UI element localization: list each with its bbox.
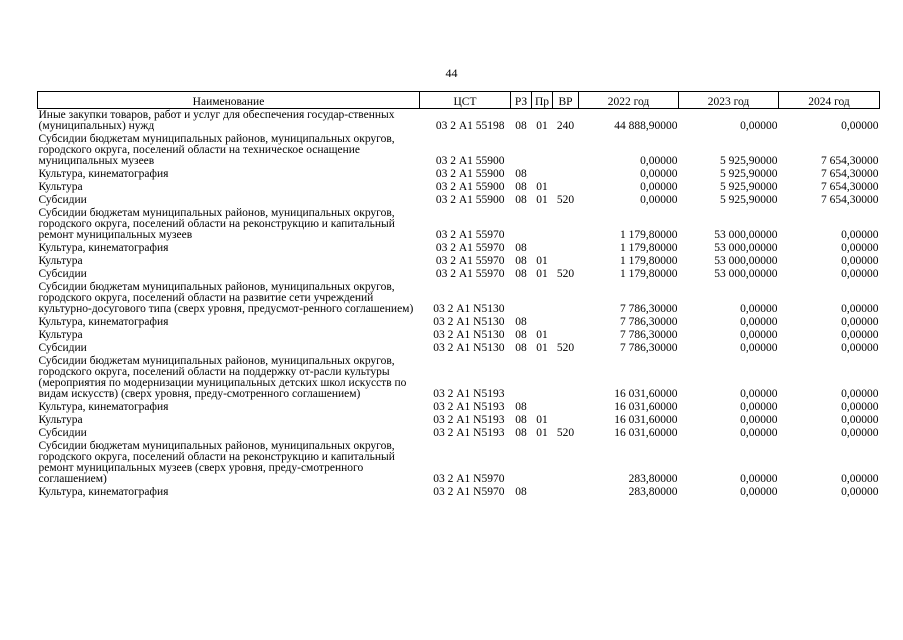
cell-cst: 03 2 А1 55970 bbox=[435, 268, 505, 280]
cell-year-2024: 0,00000 bbox=[841, 255, 879, 267]
cell-cst: 03 2 А1 N5970 bbox=[433, 473, 505, 485]
cell-name: Культура, кинематография bbox=[38, 242, 169, 254]
cell-cst: 03 2 А1 55900 bbox=[435, 168, 505, 180]
table-row bbox=[38, 109, 880, 134]
cell-year-2022: 283,80000 bbox=[628, 473, 678, 485]
cell-year-2023: 0,00000 bbox=[740, 342, 778, 354]
cell-year-2023: 0,00000 bbox=[740, 414, 778, 426]
cell-rz: 08 bbox=[515, 181, 527, 193]
cell-name: Иные закупки товаров, работ и услуг для обеспечения государ-ственных (муниципальных) нужд bbox=[38, 109, 395, 132]
header-vr: ВР bbox=[553, 92, 579, 109]
cell-name: Субсидии bbox=[38, 342, 87, 354]
cell-name: Субсидии бюджетам муниципальных районов, муниципальных округов, городского округа, поселений области на поддержку от-расли культуры (мероприятия по модернизации муниципальных детских школ искусств по видам искусств) (сверх уровня, преду-смотренного соглашением) bbox=[38, 355, 407, 400]
cell-pr bbox=[532, 242, 553, 255]
cell-pr: 01 bbox=[536, 329, 548, 341]
cell-vr bbox=[553, 281, 579, 316]
cell-year-2022: 0,00000 bbox=[640, 155, 678, 167]
cell-year-2022: 1 179,80000 bbox=[620, 229, 678, 241]
table-row bbox=[38, 181, 880, 194]
cell-vr bbox=[553, 255, 579, 268]
cell-vr bbox=[553, 133, 579, 168]
cell-cst: 03 2 А1 N5130 bbox=[433, 303, 505, 315]
cell-vr: 520 bbox=[556, 427, 575, 439]
cell-year-2024: 7 654,30000 bbox=[821, 168, 879, 180]
cell-year-2023: 53 000,00000 bbox=[714, 242, 778, 254]
cell-year-2022: 44 888,90000 bbox=[614, 120, 678, 132]
cell-cst: 03 2 А1 N5130 bbox=[433, 342, 505, 354]
table-row bbox=[38, 486, 880, 499]
cell-rz bbox=[511, 207, 532, 242]
cell-name: Культура, кинематография bbox=[38, 168, 169, 180]
cell-name: Культура bbox=[38, 329, 83, 341]
table-row bbox=[38, 329, 880, 342]
cell-rz: 08 bbox=[515, 401, 527, 413]
table-row bbox=[38, 242, 880, 255]
cell-year-2023: 0,00000 bbox=[740, 401, 778, 413]
cell-cst: 03 2 А1 55970 bbox=[435, 255, 505, 267]
cell-rz: 08 bbox=[515, 342, 527, 354]
header-year-2024: 2024 год bbox=[779, 92, 880, 109]
cell-year-2022: 0,00000 bbox=[640, 168, 678, 180]
cell-pr: 01 bbox=[536, 342, 548, 354]
cell-pr: 01 bbox=[536, 414, 548, 426]
table-row bbox=[38, 427, 880, 440]
cell-rz: 08 bbox=[515, 168, 527, 180]
cell-year-2023: 5 925,90000 bbox=[720, 181, 778, 193]
cell-name: Культура bbox=[38, 181, 83, 193]
cell-rz bbox=[511, 281, 532, 316]
cell-pr: 01 bbox=[536, 194, 548, 206]
cell-year-2024: 0,00000 bbox=[841, 427, 879, 439]
header-pr: Пр bbox=[532, 92, 553, 109]
cell-year-2022: 16 031,60000 bbox=[614, 427, 678, 439]
cell-rz bbox=[511, 133, 532, 168]
cell-name: Культура, кинематография bbox=[38, 316, 169, 328]
cell-year-2024: 0,00000 bbox=[841, 473, 879, 485]
cell-year-2023: 5 925,90000 bbox=[720, 168, 778, 180]
cell-year-2023: 5 925,90000 bbox=[720, 194, 778, 206]
cell-vr bbox=[553, 207, 579, 242]
cell-year-2024: 0,00000 bbox=[841, 303, 879, 315]
cell-name: Культура bbox=[38, 255, 83, 267]
cell-pr bbox=[532, 281, 553, 316]
cell-vr bbox=[553, 181, 579, 194]
cell-year-2024: 0,00000 bbox=[841, 388, 879, 400]
cell-name: Субсидии bbox=[38, 194, 87, 206]
table-row bbox=[38, 316, 880, 329]
cell-year-2023: 0,00000 bbox=[740, 473, 778, 485]
cell-vr: 520 bbox=[556, 268, 575, 280]
cell-rz: 08 bbox=[515, 486, 527, 498]
cell-pr: 01 bbox=[536, 120, 548, 132]
cell-vr bbox=[553, 401, 579, 414]
cell-name: Культура, кинематография bbox=[38, 401, 169, 413]
cell-cst: 03 2 А1 N5193 bbox=[433, 401, 505, 413]
cell-pr bbox=[532, 355, 553, 401]
cell-rz: 08 bbox=[515, 427, 527, 439]
cell-year-2023: 0,00000 bbox=[740, 316, 778, 328]
cell-rz: 08 bbox=[515, 414, 527, 426]
cell-name: Субсидии bbox=[38, 427, 87, 439]
cell-year-2024: 0,00000 bbox=[841, 342, 879, 354]
cell-vr bbox=[553, 486, 579, 499]
cell-pr bbox=[532, 168, 553, 181]
cell-cst: 03 2 А1 N5193 bbox=[433, 388, 505, 400]
cell-year-2023: 0,00000 bbox=[740, 486, 778, 498]
cell-cst: 03 2 А1 N5970 bbox=[433, 486, 505, 498]
cell-name: Субсидии бюджетам муниципальных районов, муниципальных округов, городского округа, поселений области на реконструкцию и капитальный ремонт муниципальных музеев (сверх уровня, преду-смотренного соглашением) bbox=[38, 440, 395, 485]
cell-vr bbox=[553, 355, 579, 401]
budget-table bbox=[37, 91, 880, 499]
cell-year-2022: 0,00000 bbox=[640, 194, 678, 206]
cell-rz: 08 bbox=[515, 242, 527, 254]
cell-rz: 08 bbox=[515, 329, 527, 341]
cell-vr bbox=[553, 242, 579, 255]
cell-vr: 520 bbox=[556, 342, 575, 354]
table-body bbox=[38, 109, 880, 500]
cell-year-2024: 0,00000 bbox=[841, 229, 879, 241]
cell-rz: 08 bbox=[515, 316, 527, 328]
cell-year-2024: 0,00000 bbox=[841, 268, 879, 280]
cell-vr bbox=[553, 329, 579, 342]
cell-name: Субсидии bbox=[38, 268, 87, 280]
cell-pr: 01 bbox=[536, 181, 548, 193]
cell-year-2024: 7 654,30000 bbox=[821, 194, 879, 206]
cell-year-2022: 7 786,30000 bbox=[620, 303, 678, 315]
cell-year-2024: 0,00000 bbox=[841, 329, 879, 341]
cell-name: Субсидии бюджетам муниципальных районов, муниципальных округов, городского округа, поселений области на реконструкцию и капитальный ремонт муниципальных музеев bbox=[38, 207, 395, 241]
table-row bbox=[38, 268, 880, 281]
cell-pr: 01 bbox=[536, 268, 548, 280]
cell-year-2022: 7 786,30000 bbox=[620, 342, 678, 354]
cell-year-2024: 0,00000 bbox=[841, 401, 879, 413]
cell-year-2022: 16 031,60000 bbox=[614, 388, 678, 400]
cell-year-2024: 0,00000 bbox=[841, 486, 879, 498]
table-row bbox=[38, 414, 880, 427]
cell-year-2023: 53 000,00000 bbox=[714, 268, 778, 280]
header-rz: РЗ bbox=[511, 92, 532, 109]
cell-cst: 03 2 А1 55198 bbox=[435, 120, 505, 132]
cell-rz: 08 bbox=[515, 120, 527, 132]
table-row bbox=[38, 255, 880, 268]
cell-year-2022: 7 786,30000 bbox=[620, 316, 678, 328]
header-year-2023: 2023 год bbox=[679, 92, 779, 109]
cell-year-2023: 0,00000 bbox=[740, 303, 778, 315]
cell-cst: 03 2 А1 N5130 bbox=[433, 329, 505, 341]
cell-cst: 03 2 А1 55900 bbox=[435, 181, 505, 193]
header-cst: ЦСТ bbox=[420, 92, 511, 109]
cell-vr: 520 bbox=[556, 194, 575, 206]
cell-rz: 08 bbox=[515, 194, 527, 206]
cell-vr bbox=[553, 316, 579, 329]
cell-year-2022: 16 031,60000 bbox=[614, 401, 678, 413]
cell-pr: 01 bbox=[536, 427, 548, 439]
cell-year-2023: 0,00000 bbox=[740, 427, 778, 439]
cell-year-2023: 5 925,90000 bbox=[720, 155, 778, 167]
cell-vr bbox=[553, 168, 579, 181]
table-row bbox=[38, 355, 880, 401]
cell-cst: 03 2 А1 55970 bbox=[435, 229, 505, 241]
table-row bbox=[38, 168, 880, 181]
cell-pr bbox=[532, 133, 553, 168]
cell-year-2022: 1 179,80000 bbox=[620, 255, 678, 267]
table-row bbox=[38, 194, 880, 207]
cell-year-2023: 0,00000 bbox=[740, 120, 778, 132]
cell-name: Субсидии бюджетам муниципальных районов, муниципальных округов, городского округа, поселений области на техническое оснащение муниципальных музеев bbox=[38, 133, 395, 167]
cell-pr bbox=[532, 486, 553, 499]
cell-year-2024: 0,00000 bbox=[841, 414, 879, 426]
table-row bbox=[38, 207, 880, 242]
cell-year-2023: 53 000,00000 bbox=[714, 229, 778, 241]
cell-year-2023: 0,00000 bbox=[740, 388, 778, 400]
cell-name: Культура, кинематография bbox=[38, 486, 169, 498]
cell-name: Культура bbox=[38, 414, 83, 426]
table-row bbox=[38, 281, 880, 316]
cell-year-2024: 0,00000 bbox=[841, 242, 879, 254]
table-row bbox=[38, 401, 880, 414]
cell-year-2022: 1 179,80000 bbox=[620, 268, 678, 280]
cell-year-2022: 16 031,60000 bbox=[614, 414, 678, 426]
cell-vr: 240 bbox=[556, 120, 575, 132]
cell-rz: 08 bbox=[515, 255, 527, 267]
cell-cst: 03 2 А1 N5193 bbox=[433, 427, 505, 439]
cell-cst: 03 2 А1 N5193 bbox=[433, 414, 505, 426]
cell-rz: 08 bbox=[515, 268, 527, 280]
header-name: Наименование bbox=[38, 92, 420, 109]
cell-pr bbox=[532, 207, 553, 242]
table-row bbox=[38, 133, 880, 168]
cell-pr bbox=[532, 440, 553, 486]
cell-year-2023: 0,00000 bbox=[740, 329, 778, 341]
header-year-2022: 2022 год bbox=[579, 92, 679, 109]
cell-year-2022: 1 179,80000 bbox=[620, 242, 678, 254]
cell-year-2024: 7 654,30000 bbox=[821, 181, 879, 193]
cell-vr bbox=[553, 414, 579, 427]
cell-year-2022: 7 786,30000 bbox=[620, 329, 678, 341]
cell-rz bbox=[511, 440, 532, 486]
cell-year-2024: 7 654,30000 bbox=[821, 155, 879, 167]
cell-rz bbox=[511, 355, 532, 401]
cell-cst: 03 2 А1 N5130 bbox=[433, 316, 505, 328]
table-header-row bbox=[38, 92, 880, 109]
table-row bbox=[38, 440, 880, 486]
page-number: 44 bbox=[445, 66, 458, 80]
cell-year-2024: 0,00000 bbox=[841, 120, 879, 132]
cell-year-2022: 283,80000 bbox=[628, 486, 678, 498]
cell-pr: 01 bbox=[536, 255, 548, 267]
cell-year-2024: 0,00000 bbox=[841, 316, 879, 328]
cell-cst: 03 2 А1 55900 bbox=[435, 155, 505, 167]
table-row bbox=[38, 342, 880, 355]
cell-pr bbox=[532, 316, 553, 329]
cell-pr bbox=[532, 401, 553, 414]
cell-year-2022: 0,00000 bbox=[640, 181, 678, 193]
cell-name: Субсидии бюджетам муниципальных районов, муниципальных округов, городского округа, поселений области на развитие сети учреждений культурно-досугового типа (сверх уровня, предусмот-ренного соглашением) bbox=[38, 281, 414, 315]
cell-cst: 03 2 А1 55900 bbox=[435, 194, 505, 206]
cell-cst: 03 2 А1 55970 bbox=[435, 242, 505, 254]
cell-vr bbox=[553, 440, 579, 486]
cell-year-2023: 53 000,00000 bbox=[714, 255, 778, 267]
